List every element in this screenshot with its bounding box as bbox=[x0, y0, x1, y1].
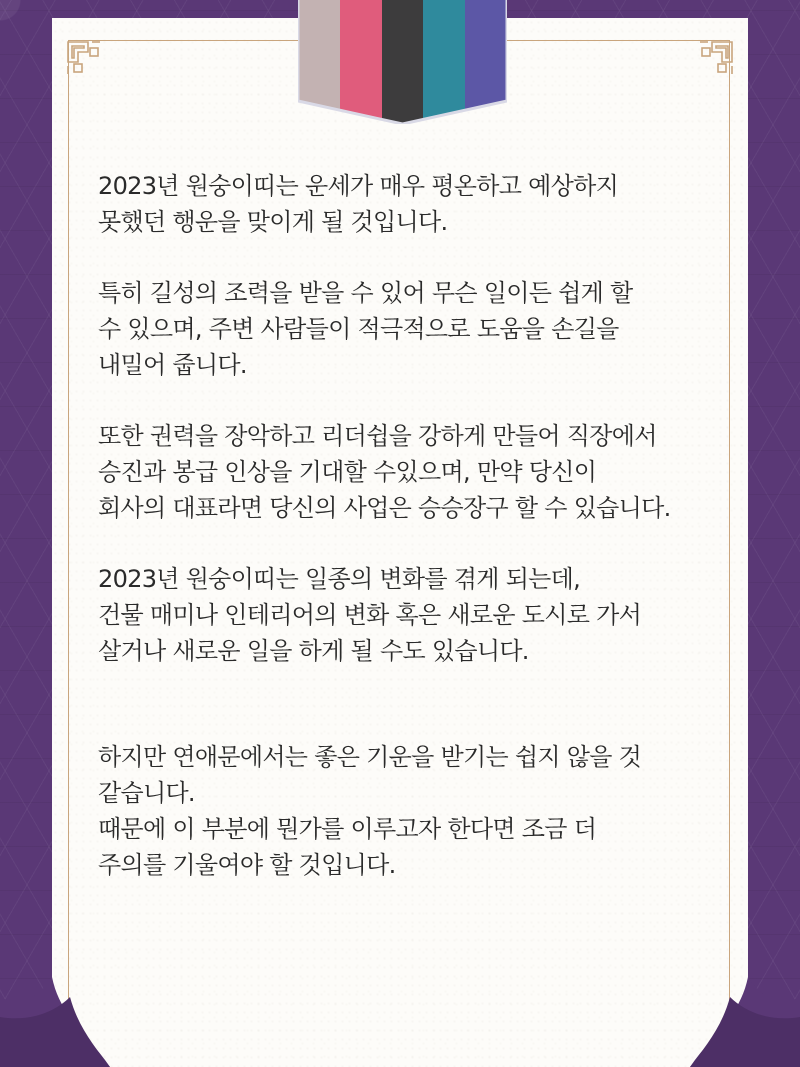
ribbon-stripe bbox=[340, 0, 382, 124]
ribbon-stripe bbox=[465, 0, 507, 124]
paragraph bbox=[98, 275, 738, 383]
paragraph bbox=[98, 561, 738, 669]
paragraph-line: 수 있으며, 주변 사람들이 적극적으로 도움을 손길을 bbox=[98, 315, 619, 343]
corner-ornament-top-right-icon bbox=[696, 38, 736, 78]
corner-wave-bottom-right-icon bbox=[690, 977, 800, 1067]
ribbon-stripe bbox=[298, 0, 340, 124]
paragraph-line: 또한 권력을 장악하고 리더쉽을 강하게 만들어 직장에서 bbox=[98, 422, 657, 450]
paragraph-line: 하지만 연애문에서는 좋은 기운을 받기는 쉽지 않을 것 bbox=[98, 743, 642, 771]
paragraph-line: 같습니다. bbox=[98, 779, 195, 807]
paragraph-line: 살거나 새로운 일을 하게 될 수도 있습니다. bbox=[98, 637, 529, 665]
paragraph-line: 주의를 기울여야 할 것입니다. bbox=[98, 851, 396, 879]
paragraph-line: 회사의 대표라면 당신의 사업은 승승장구 할 수 있습니다. bbox=[98, 494, 671, 522]
corner-wave-bottom-left-icon bbox=[0, 977, 110, 1067]
paragraph-line: 2023년 원숭이띠는 운세가 매우 평온하고 예상하지 bbox=[98, 172, 619, 200]
paragraph bbox=[98, 418, 738, 526]
corner-ornament-top-left-icon bbox=[64, 38, 104, 78]
paragraph-line: 때문에 이 부분에 뭔가를 이루고자 한다면 조금 더 bbox=[98, 815, 597, 843]
paragraph bbox=[98, 168, 738, 240]
paragraph-line: 2023년 원숭이띠는 일종의 변화를 겪게 되는데, bbox=[98, 565, 581, 593]
paragraph-line: 특히 길성의 조력을 받을 수 있어 무슨 일이든 쉽게 할 bbox=[98, 279, 633, 307]
fortune-text bbox=[98, 168, 738, 918]
paragraph bbox=[98, 739, 738, 883]
paragraph-line: 내밀어 줍니다. bbox=[98, 351, 247, 379]
paragraph-line: 승진과 봉급 인상을 기대할 수있으며, 만약 당신이 bbox=[98, 458, 597, 486]
color-ribbon bbox=[298, 0, 507, 124]
ribbon-stripe bbox=[382, 0, 424, 124]
paragraph-line: 못했던 행운을 맞이게 될 것입니다. bbox=[98, 208, 448, 236]
paragraph-line: 건물 매미나 인테리어의 변화 혹은 새로운 도시로 가서 bbox=[98, 601, 642, 629]
ribbon-stripe bbox=[423, 0, 465, 124]
